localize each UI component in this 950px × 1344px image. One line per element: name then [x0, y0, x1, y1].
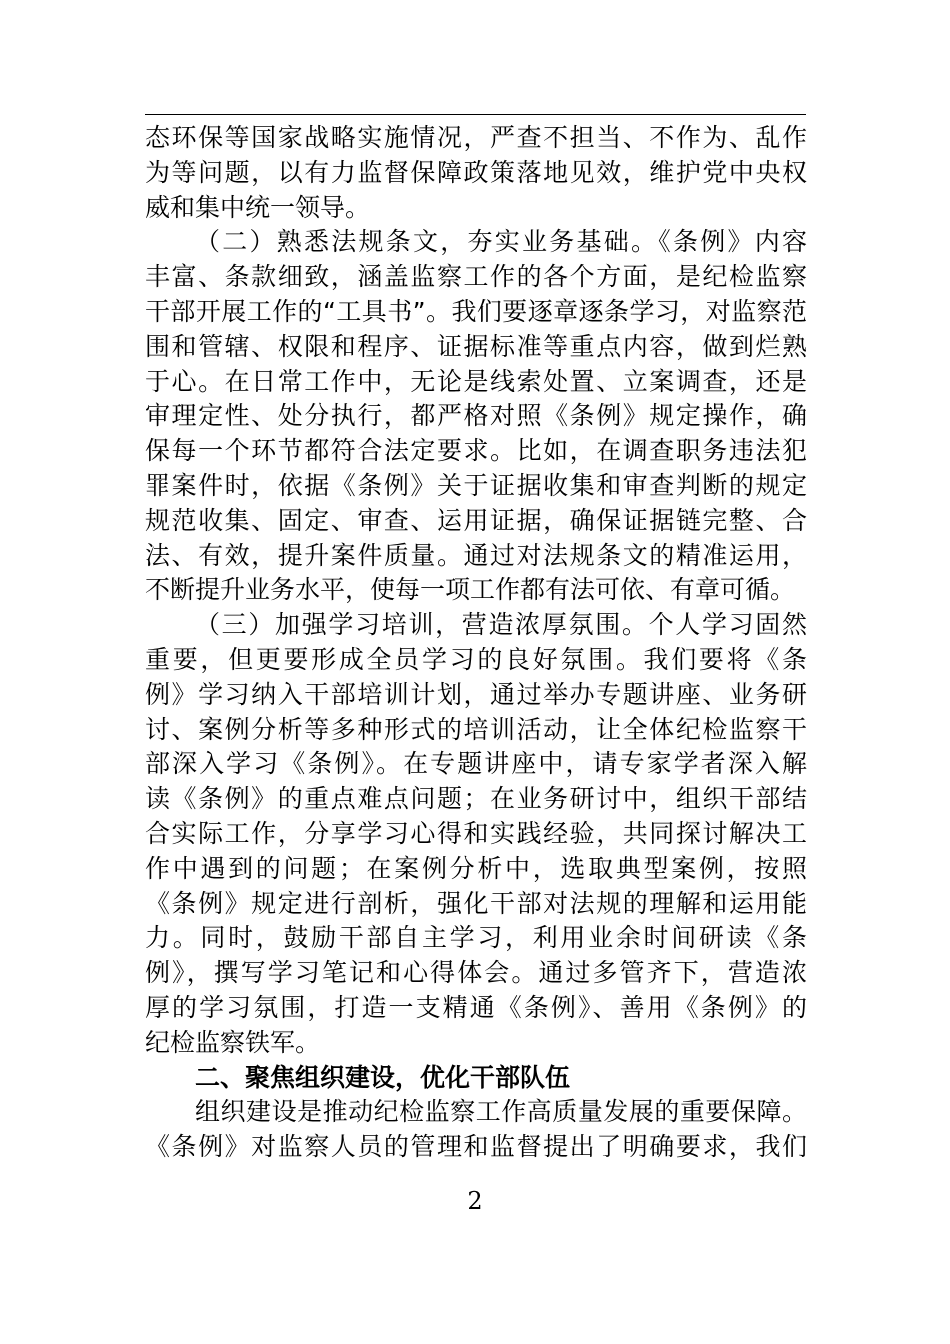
text-line: 厚的学习氛围，打造一支精通《条例》、善用《条例》的	[145, 992, 807, 1022]
header-rule	[145, 114, 806, 115]
text-line: 保每一个环节都符合法定要求。比如，在调查职务违法犯	[145, 436, 807, 466]
section-heading: 二、聚焦组织建设，优化干部队伍	[195, 1062, 571, 1092]
text-line: 规范收集、固定、审查、运用证据，确保证据链完整、合	[145, 505, 807, 535]
text-line: 重要，但更要形成全员学习的良好氛围。我们要将《条	[145, 644, 807, 674]
text-line: 合实际工作，分享学习心得和实践经验，共同探讨解决工	[145, 818, 807, 848]
text-line: （三）加强学习培训，营造浓厚氛围。个人学习固然	[195, 610, 807, 640]
text-line: 法、有效，提升案件质量。通过对法规条文的精准运用，	[145, 540, 807, 570]
text-line: 组织建设是推动纪检监察工作高质量发展的重要保障。	[195, 1097, 807, 1127]
body-text	[145, 121, 807, 1165]
text-line: 《条例》对监察人员的管理和监督提出了明确要求，我们	[145, 1132, 807, 1162]
text-line: （二）熟悉法规条文，夯实业务基础。《条例》内容	[195, 227, 807, 257]
text-line: 于心。在日常工作中，无论是线索处置、立案调查，还是	[145, 366, 807, 396]
text-line: 围和管辖、权限和程序、证据标准等重点内容，做到烂熟	[145, 331, 807, 361]
text-line: 例》，撰写学习笔记和心得体会。通过多管齐下，营造浓	[145, 958, 807, 988]
text-line: 审理定性、处分执行，都严格对照《条例》规定操作，确	[145, 401, 807, 431]
text-line: 《条例》规定进行剖析，强化干部对法规的理解和运用能	[145, 888, 807, 918]
text-line: 威和集中统一领导。	[145, 192, 371, 222]
text-line: 部深入学习《条例》。在专题讲座中，请专家学者深入解	[145, 749, 807, 779]
text-line: 罪案件时，依据《条例》关于证据收集和审查判断的规定	[145, 470, 807, 500]
text-line: 读《条例》的重点难点问题；在业务研讨中，组织干部结	[145, 784, 807, 814]
text-line: 干部开展工作的“工具书”。我们要逐章逐条学习，对监察范	[145, 296, 807, 326]
text-line: 讨、案例分析等多种形式的培训活动，让全体纪检监察干	[145, 714, 807, 744]
text-line: 力。同时，鼓励干部自主学习，利用业余时间研读《条	[145, 923, 807, 953]
text-line: 态环保等国家战略实施情况，严查不担当、不作为、乱作	[145, 123, 807, 152]
text-line: 作中遇到的问题；在案例分析中，选取典型案例，按照	[145, 853, 807, 883]
text-line: 丰富、条款细致，涵盖监察工作的各个方面，是纪检监察	[145, 262, 807, 292]
text-line: 例》学习纳入干部培训计划，通过举办专题讲座、业务研	[145, 679, 807, 709]
page-number: 2	[467, 1187, 483, 1215]
text-line: 纪检监察铁军。	[145, 1027, 321, 1057]
text-line: 为等问题，以有力监督保障政策落地见效，维护党中央权	[145, 157, 807, 187]
text-line: 不断提升业务水平，使每一项工作都有法可依、有章可循。	[145, 575, 796, 605]
